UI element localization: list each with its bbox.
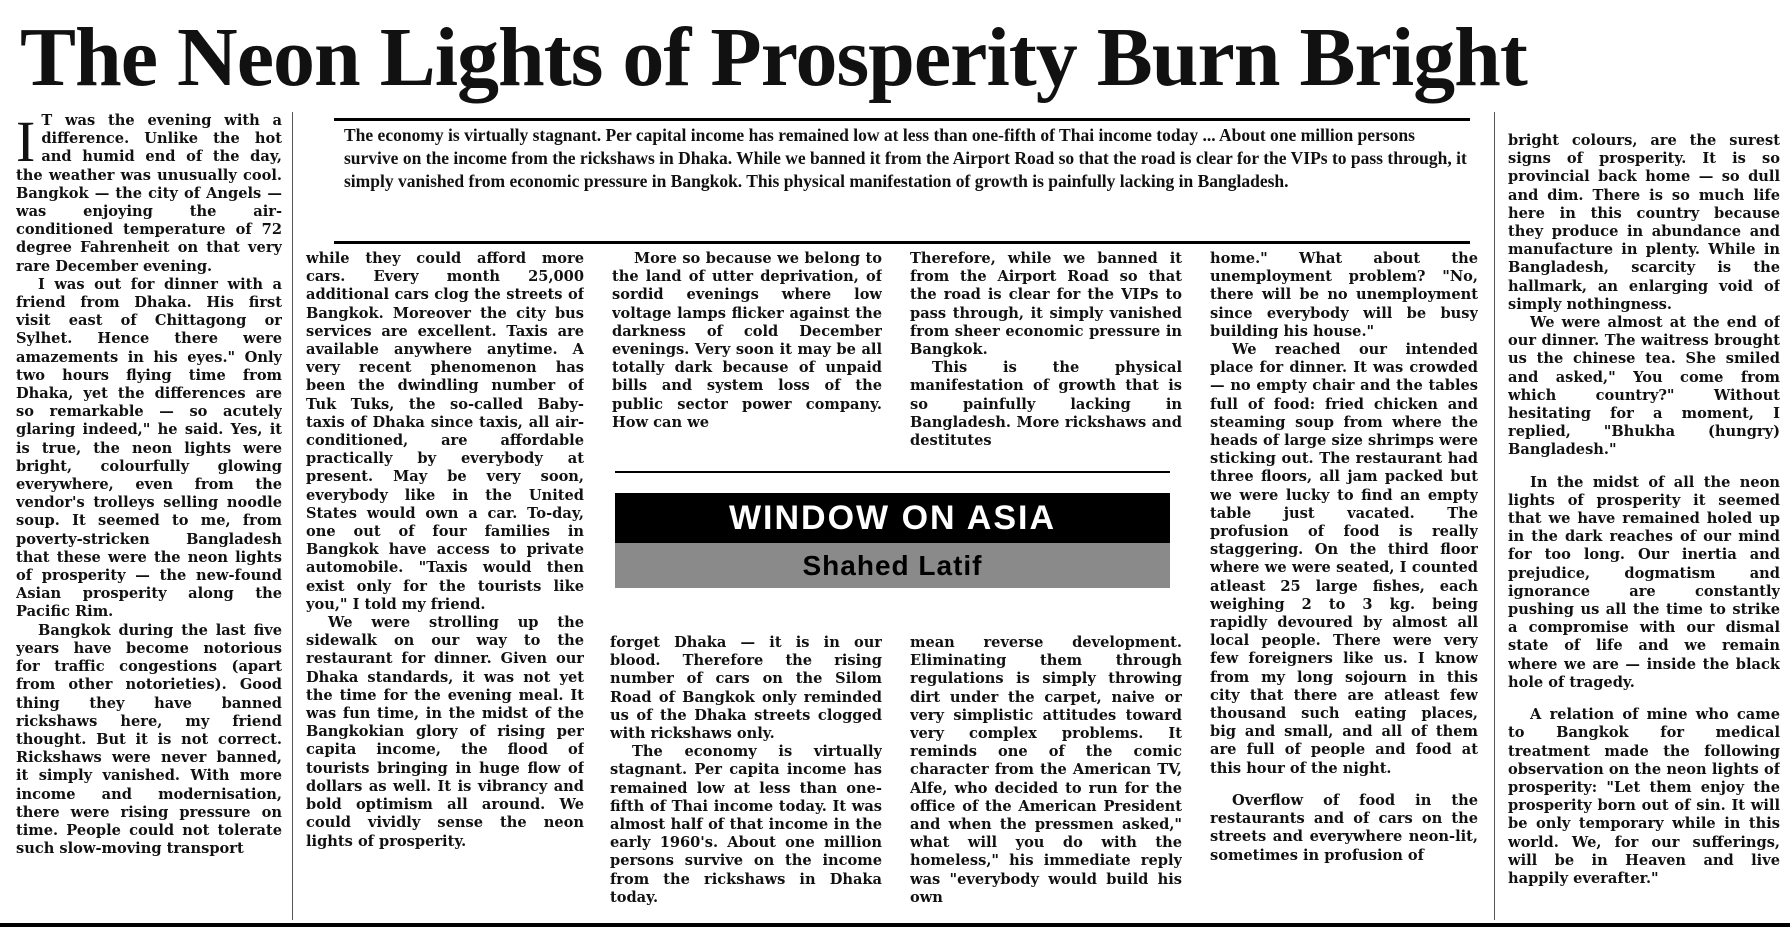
column-4-top-paragraph-1: Therefore, while we banned it from the Airport Road so that the road is clear for the VIPs to pass through, it simply vanished from sheer economic pressure in Bangkok. [910, 250, 1182, 359]
bottom-rule [0, 923, 1790, 927]
column-1-paragraph-2: I was out for dinner with a friend from Dhaka. His first visit east of Chittagong or Sylhet. Hence there were amazements in his eyes." Only two hours flying time from Dhaka, yet the differences are so remarkable — so acutely glaring indeed," he said. Yes, it is true, the neon lights were bright, colourfully glowing everywhere, even from the vendor's trolleys selling noodle soup. It seemed to me, from poverty-stricken Bangladesh that these were the neon lights of prosperity — the new-found Asian prosperity along the Pacific Rim. [16, 275, 282, 621]
column-3-top [612, 250, 882, 450]
column-logo-author: Shahed Latif [615, 543, 1170, 588]
column-4-top [910, 250, 1182, 450]
column-1 [16, 112, 282, 920]
pull-quote-top-rule [334, 118, 1470, 121]
column-6-paragraph-2: We were almost at the end of our dinner. The waitress brought us the chinese tea. She smiled and asked," You come from which country?" Without hesitating for a moment, I replied, "Bhukha (hungry) Bangladesh." [1508, 314, 1780, 459]
drop-cap: I [16, 112, 36, 174]
column-1-paragraph-1: I T was the evening with a difference. Unlike the hot and humid end of the day, the weather was unusually cool. Bangkok — the city of Angels — was enjoying the air-conditioned temperature of 72 degree Fahrenheit on that very rare December evening. [16, 112, 282, 275]
column-2 [306, 250, 584, 920]
column-logo [615, 471, 1170, 588]
pull-quote [344, 124, 1468, 227]
column-2-paragraph-2: We were strolling up the sidewalk on our way to the restaurant for dinner. Given our Dhaka standards, it was not yet the time for the evening meal. It was fun time, in the midst of the Bangkokian glory of rising per capita income, the flood of tourists bringing in huge flow of dollars as well. It is vibrancy and bold optimism all around. We could vividly sense the neon lights of prosperity. [306, 614, 584, 850]
column-2-paragraph-1: while they could afford more cars. Every month 25,000 additional cars clog the streets of Bangkok. Moreover the city bus services are excellent. Taxis are available anywhere anytime. A very recent phenomenon has been the dwindling number of Tuk Tuks, the so-called Baby-taxis of Dhaka since taxis, all air-conditioned, are affordable practically by everybody at present. May be very soon, everybody like in the United States would own a car. To-day, one out of four families in Bangkok have access to private automobile. "Taxis would then exist only for the tourists like you," I told my friend. [306, 250, 584, 613]
column-3-bottom-paragraph-2: The economy is virtually stagnant. Per capita income has remained low at less than one-fifth of Thai income today. It was almost half of that income in the early 1960's. About one million persons survive on the income from the rickshaws in Dhaka today. [610, 743, 882, 906]
pull-quote-bottom-rule [334, 241, 1470, 244]
pull-quote-text: The economy is virtually stagnant. Per capital income has remained low at less than one-fifth of Thai income today ... About one million persons survive on the income from the rickshaws in Dhaka. While we banned it from the Airport Road so that the road is clear for the VIPs to pass through, it simply vanished from economic pressure in Bangkok. This physical manifestation of growth is painfully lacking in Bangladesh. [344, 125, 1467, 191]
column-6-paragraph-4: A relation of mine who came to Bangkok for medical treatment made the following observation on the neon lights of prosperity: "Let them enjoy the prosperity born out of sin. It will be only temporary while in this world. We, for our sufferings, will be in Heaven and live happily everafter." [1508, 706, 1780, 887]
headline: The Neon Lights of Prosperity Burn Bright [20, 11, 1527, 104]
column-logo-title: WINDOW ON ASIA [615, 493, 1170, 543]
column-3-top-paragraph-1: More so because we belong to the land of utter deprivation, of sordid evenings where low voltage lamps flicker against the darkness of cold December evenings. Very soon it may be all totally dark because of unpaid bills and system loss of the public sector power company. How can we [612, 250, 882, 431]
column-1-paragraph-3: Bangkok during the last five years have become notorious for traffic congestions (apart from other notorieties). Good thing they have banned rickshaws here, my friend thought. But it is not correct. Rickshaws were never banned, it simply vanished. With more income and modernisation, there were rising pressure on time. People could not tolerate such slow-moving transport [16, 621, 282, 858]
column-5-paragraph-3: Overflow of food in the restaurants and of cars on the streets and everywhere neon-lit, sometimes in profusion of [1210, 791, 1478, 864]
column-6-paragraph-3: In the midst of all the neon lights of prosperity it seemed that we have remained holed up in the dark reaches of our mind for too long. Our inertia and prejudice, dogmatism and ignorance are constantly pushing us all the time to strike a compromise with our dismal state of life and we remain where we are — inside the black hole of tragedy. [1508, 473, 1780, 691]
column-5-paragraph-2: We reached our intended place for dinner. It was crowded — no empty chair and the tables full of food: fried chicken and steaming soup from where the heads of large size shrimps were sticking out. The restaurant had three floors, all jam packed but we were lucky to find an empty table just vacated. The profusion of food is really staggering. On the third floor where we were seated, I counted atleast 25 large fishes, each weighing 2 to 3 kg. being rapidly devoured by almost all local people. There were very few foreigners like us. I know from my long sojourn in this city that there are atleast few thousand such eating places, big and small, and all of them are full of people and food at this hour of the night. [1210, 341, 1478, 777]
column-5-paragraph-1: home." What about the unemployment problem? "No, there will be no unemployment since everybody will be busy building his house." [1210, 250, 1478, 340]
column-rule-6 [1494, 112, 1495, 920]
column-5 [1210, 250, 1478, 920]
column-3-bottom-paragraph-1: forget Dhaka — it is in our blood. Therefore the rising number of cars on the Silom Road of Bangkok only reminded us of the Dhaka streets clogged with rickshaws only. [610, 634, 882, 743]
column-6-paragraph-1: bright colours, are the surest signs of prosperity. It is so provincial back home — so dull and dim. There is so much life here in this country because they produce in abundance and manufacture in plenty. While in Bangladesh, scarcity is the hallmark, an enlarging void of simply nothingness. [1508, 132, 1780, 313]
column-4-top-paragraph-2: This is the physical manifestation of growth that is so painfully lacking in Bangladesh. More rickshaws and destitutes [910, 359, 1182, 450]
column-3-bottom [610, 634, 882, 920]
column-6 [1508, 132, 1780, 920]
column-4-bottom [910, 634, 1182, 920]
column-rule-1 [292, 112, 293, 920]
column-4-bottom-paragraph-1: mean reverse development. Eliminating them through regulations is simply throwing dirt under the carpet, naive or very simplistic attitudes toward very complex problems. It reminds one of the comic character from the American TV, Alfe, who decided to run for the office of the American President and when the pressmen asked," what will you do with the homeless," his immediate reply was "everybody would build his own [910, 634, 1182, 906]
